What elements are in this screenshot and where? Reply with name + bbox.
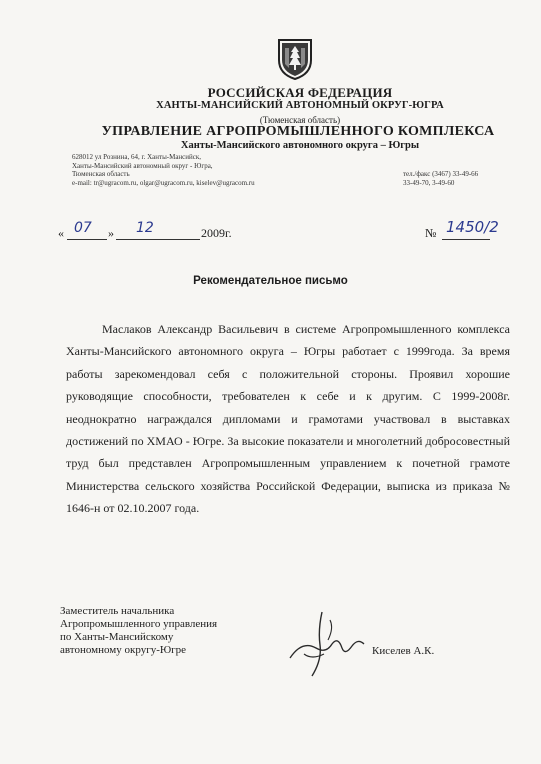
address-block [72,153,255,187]
handwritten-signature [282,610,372,680]
phone-block [403,170,478,187]
day-underline [67,239,107,240]
address-line: Тюменская область [72,170,130,178]
signatory-line: Агропромышленного управления [60,618,218,630]
signatory-line: автономному округу-Югре [60,644,187,656]
month-underline [116,239,200,240]
letter-body: Маслаков Александр Васильевич в системе Агропромышленного комплекса Ханты-Мансийского автономного округа – Югры работает с 1999года. За время работы зарекомендовал себя с положительной стороны. Проявил хорошие руководящие способности, требователен к себе и к другим. С 1999-2008г. неоднократно награждался дипломами и грамотами участвовал в выставках достижений по ХМАО - Югре. За высокие показатели и многолетний добросовестный труд был представлен Агропромышленным управлением к почетной грамоте Министерства сельского хозяйства Российской Федерации, выписка из приказа № 1646-н от 02.10.2007 года. [66,322,510,516]
email-line: e-mail: tr@ugracom.ru, olgar@ugracom.ru, kiselev@ugracom.ru [72,178,255,187]
oblast-label: (Тюменская область) [259,115,341,125]
date-number-line [58,218,499,244]
document-number: 1450/2 [446,218,499,236]
number-underline [442,239,490,240]
phone-line: 33-49-70, 3-49-60 [403,178,455,187]
signatory-name: Киселев А.К. [372,645,435,657]
date-day: 07 [74,220,92,236]
signatory-line: Заместитель начальника [60,605,175,617]
phone-line: тел./факс (3467) 33-49-66 [403,170,479,178]
signatory-line: по Ханты-Мансийскому [60,631,174,643]
department-heading: УПРАВЛЕНИЕ АГРОПРОМЫШЛЕННОГО КОМПЛЕКСА [101,124,495,139]
number-label: № [425,226,437,240]
address-line: 628012 ул Рознина, 64, г. Ханты-Мансийск, [72,153,202,161]
region-heading: ХАНТЫ-МАНСИЙСКИЙ АВТОНОМНЫЙ ОКРУГ-ЮГРА [156,100,444,111]
address-line: Ханты-Мансийский автономный округ - Югра, [72,161,213,170]
letter-title: Рекомендательное письмо [193,275,348,287]
department-subheading: Ханты-Мансийского автономного округа – Югры [180,140,420,151]
date-close-quote: » [108,226,114,240]
date-year: 2009г. [201,226,232,240]
coat-of-arms-emblem [273,38,317,80]
country-heading: РОССИЙСКАЯ ФЕДЕРАЦИЯ [207,85,393,100]
date-month: 12 [136,220,154,236]
signatory-position [60,605,217,657]
date-open-quote: « [58,226,64,240]
